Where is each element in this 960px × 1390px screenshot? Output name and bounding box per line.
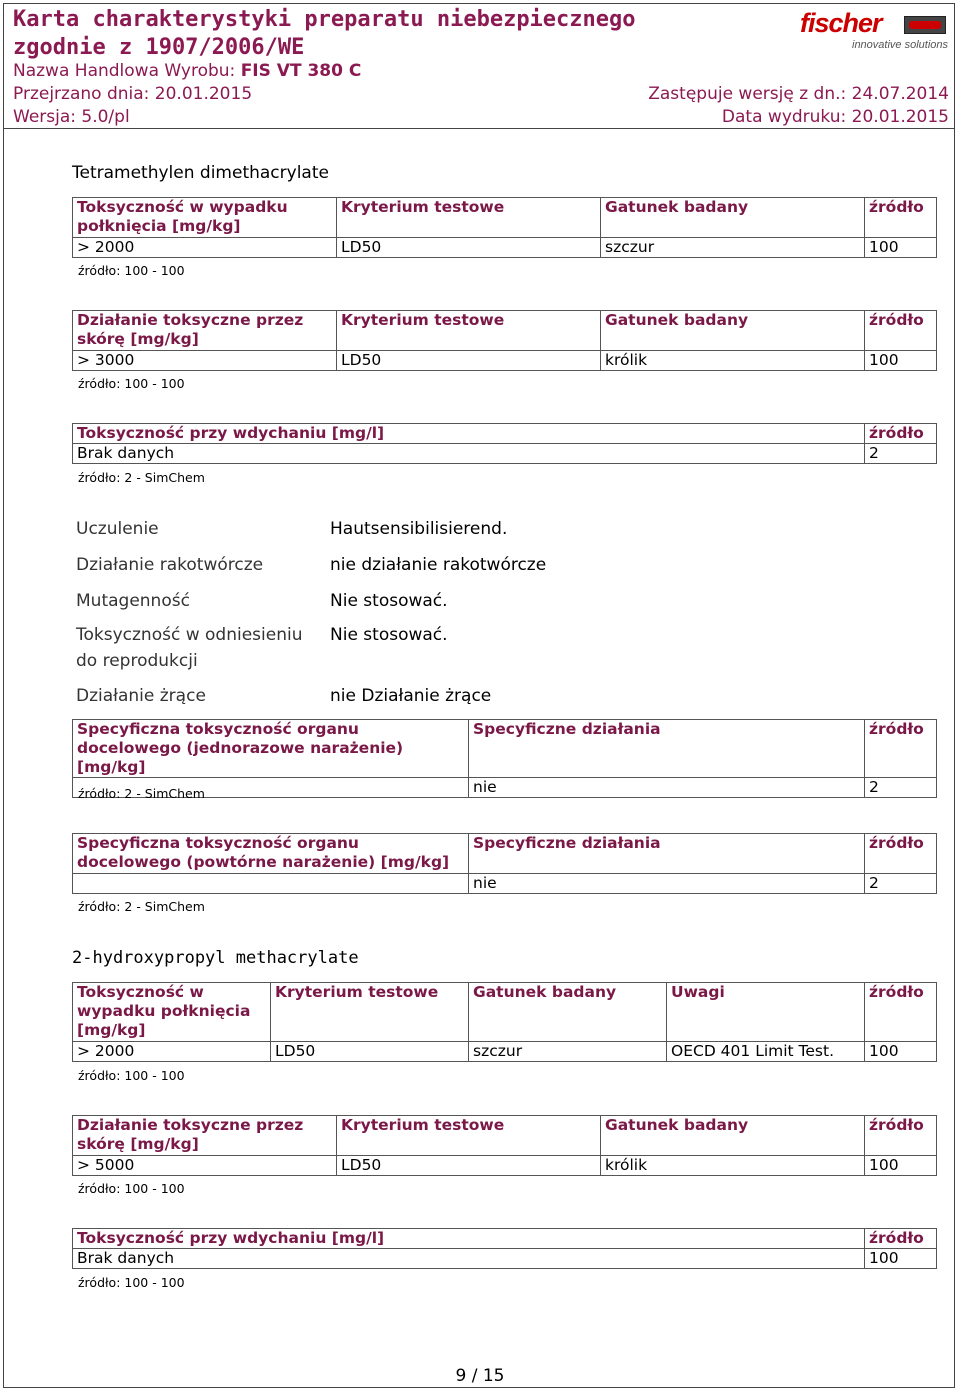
table-cell: nie	[469, 778, 865, 798]
logo-badge-icon	[904, 16, 946, 34]
reviewed-date: Przejrzano dnia: 20.01.2015	[13, 84, 253, 104]
header-cell: źródło	[865, 1116, 937, 1156]
property-label: Działanie rakotwórcze	[76, 555, 264, 575]
header-cell: Toksyczność w wypadku połknięcia [mg/kg]	[73, 983, 271, 1042]
table-cell: > 2000	[73, 1042, 271, 1062]
title-line-2: zgodnie z 1907/2006/WE	[13, 35, 305, 60]
header-cell: Toksyczność w wypadku połknięcia [mg/kg]	[73, 198, 337, 238]
s1-stot-repeated-table	[72, 833, 937, 894]
logo-tagline: innovative solutions	[852, 39, 949, 51]
table-header-row	[73, 311, 937, 351]
product-label: Nazwa Handlowa Wyrobu:	[13, 61, 236, 81]
table-header-row	[73, 1116, 937, 1156]
s1-dermal-toxicity-table	[72, 310, 937, 371]
header-cell: Gatunek badany	[601, 311, 865, 351]
header-cell: Specyficzna toksyczność organu docelowego (powtórne narażenie) [mg/kg]	[73, 834, 469, 874]
table-cell: Brak danych	[73, 444, 865, 464]
table-row	[73, 238, 937, 258]
property-value: nie działanie rakotwórcze	[330, 555, 547, 575]
table-cell: LD50	[337, 351, 601, 371]
header-cell: Kryterium testowe	[337, 1116, 601, 1156]
logo-wordmark: fischer	[800, 8, 882, 38]
header-cell: źródło	[865, 983, 937, 1042]
header-cell: Gatunek badany	[601, 198, 865, 238]
header-cell: Specyficzna toksyczność organu docelowego (jednorazowe narażenie) [mg/kg]	[73, 720, 469, 778]
table-cell: 100	[865, 238, 937, 258]
property-value: Hautsensibilisierend.	[330, 519, 508, 539]
header-cell: źródło	[865, 198, 937, 238]
header-cell: Działanie toksyczne przez skórę [mg/kg]	[73, 311, 337, 351]
table-header-row	[73, 198, 937, 238]
table-row	[73, 1042, 937, 1062]
replaces-version: Zastępuje wersję z dn.: 24.07.2014	[648, 84, 949, 104]
table-cell: 2	[865, 874, 937, 894]
property-label: Toksyczność w odniesieniu do reprodukcji	[76, 625, 303, 671]
s1-inhalation-source: źródło: 2 - SimChem	[78, 470, 205, 485]
fischer-logo	[800, 8, 950, 54]
header-cell: Kryterium testowe	[271, 983, 469, 1042]
table-cell: > 3000	[73, 351, 337, 371]
s2-dermal-toxicity-table	[72, 1115, 937, 1176]
header-cell: Toksyczność przy wdychaniu [mg/l]	[73, 1229, 865, 1249]
table-row	[73, 444, 937, 464]
s2-inhalation-source: źródło: 100 - 100	[78, 1275, 185, 1290]
table-cell: Brak danych	[73, 1249, 865, 1269]
header-cell: Specyficzne działania	[469, 834, 865, 874]
table-header-row	[73, 983, 937, 1042]
table-cell: 100	[865, 1156, 937, 1176]
table-cell: LD50	[337, 238, 601, 258]
property-label: Mutagenność	[76, 591, 190, 611]
property-label: Działanie żrące	[76, 686, 206, 706]
print-date: Data wydruku: 20.01.2015	[721, 107, 949, 127]
table-cell: > 5000	[73, 1156, 337, 1176]
page-number: 9 / 15	[455, 1366, 505, 1386]
table-cell: 100	[865, 1249, 937, 1269]
s1-dermal-source: źródło: 100 - 100	[78, 376, 185, 391]
table-cell: 100	[865, 1042, 937, 1062]
s1-stot-repeated-source: źródło: 2 - SimChem	[78, 899, 205, 914]
table-cell: 100	[865, 351, 937, 371]
header-cell: źródło	[865, 424, 937, 444]
table-cell: królik	[601, 1156, 865, 1176]
title-line-1: Karta charakterystyki preparatu niebezpiecznego	[13, 7, 636, 32]
s2-dermal-source: źródło: 100 - 100	[78, 1181, 185, 1196]
table-row	[73, 1156, 937, 1176]
header-cell: Gatunek badany	[601, 1116, 865, 1156]
header-cell: Kryterium testowe	[337, 198, 601, 238]
substance-2-title: 2-hydroxypropyl methacrylate	[72, 948, 359, 968]
table-cell: > 2000	[73, 238, 337, 258]
s1-inhalation-toxicity-table	[72, 423, 937, 464]
property-value: Nie stosować.	[330, 591, 448, 611]
header-cell: źródło	[865, 720, 937, 778]
substance-1-title: Tetramethylen dimethacrylate	[72, 163, 329, 183]
table-row	[73, 874, 937, 894]
table-cell: nie	[469, 874, 865, 894]
s2-inhalation-toxicity-table	[72, 1228, 937, 1269]
table-cell: szczur	[601, 238, 865, 258]
table-cell: 2	[865, 444, 937, 464]
header-cell: źródło	[865, 1229, 937, 1249]
table-row	[73, 351, 937, 371]
table-cell: OECD 401 Limit Test.	[667, 1042, 865, 1062]
table-row	[73, 1249, 937, 1269]
document-header	[4, 4, 954, 129]
table-cell: królik	[601, 351, 865, 371]
header-cell: Toksyczność przy wdychaniu [mg/l]	[73, 424, 865, 444]
header-cell: Specyficzne działania	[469, 720, 865, 778]
s2-oral-toxicity-table	[72, 982, 937, 1062]
header-cell: Gatunek badany	[469, 983, 667, 1042]
table-cell	[73, 874, 469, 894]
s1-oral-source: źródło: 100 - 100	[78, 263, 185, 278]
header-cell: Działanie toksyczne przez skórę [mg/kg]	[73, 1116, 337, 1156]
header-cell: Uwagi	[667, 983, 865, 1042]
table-header-row	[73, 1229, 937, 1249]
table-cell: szczur	[469, 1042, 667, 1062]
table-header-row	[73, 834, 937, 874]
property-value: nie Działanie żrące	[330, 686, 492, 706]
version: Wersja: 5.0/pl	[13, 107, 130, 127]
table-header-row	[73, 424, 937, 444]
s1-stot-single-source: źródło: 2 - SimChem	[78, 786, 205, 801]
s2-oral-source: źródło: 100 - 100	[78, 1068, 185, 1083]
product-name: FIS VT 380 C	[240, 61, 362, 81]
s1-oral-toxicity-table	[72, 197, 937, 258]
header-cell: Kryterium testowe	[337, 311, 601, 351]
table-cell: LD50	[271, 1042, 469, 1062]
table-header-row	[73, 720, 937, 778]
header-cell: źródło	[865, 834, 937, 874]
header-cell: źródło	[865, 311, 937, 351]
property-value: Nie stosować.	[330, 625, 448, 645]
property-label: Uczulenie	[76, 519, 159, 539]
table-cell: 2	[865, 778, 937, 798]
table-cell: LD50	[337, 1156, 601, 1176]
product-name-line	[13, 61, 361, 81]
